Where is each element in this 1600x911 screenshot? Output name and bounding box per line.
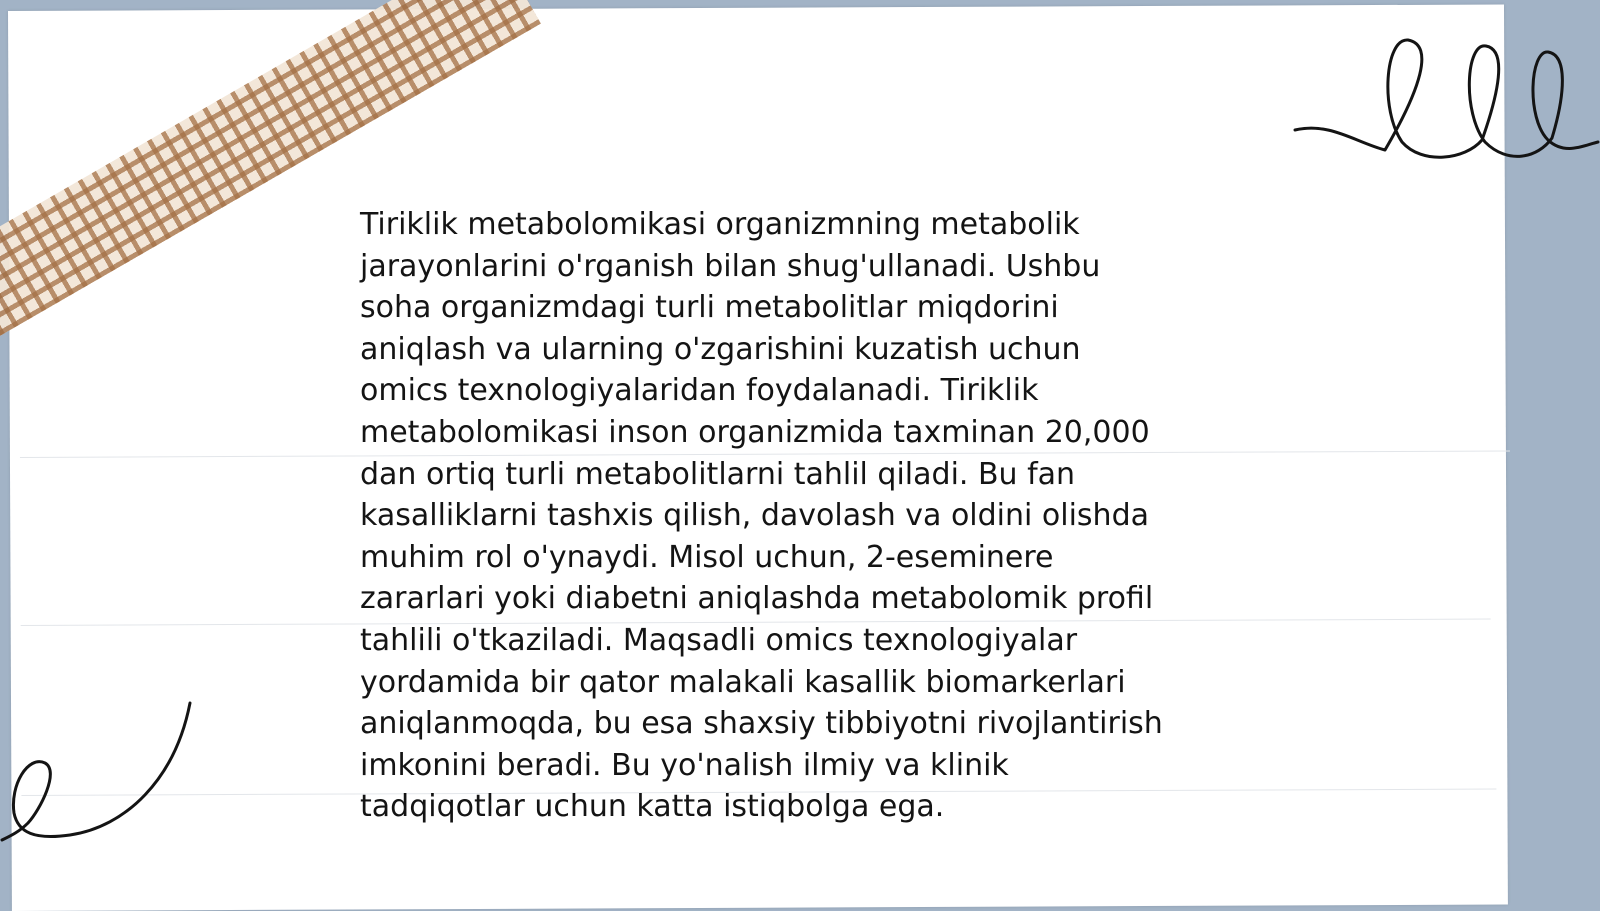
slide-paragraph: Tiriklik metabolomikasi organizmning metabolik jarayonlarini o'rganish bilan shug'ullanadi. Ushbu soha organizmdagi turli metabolitlar miqdorini aniqlash va ularning o'zgarishini kuzatish uchun omics texnologiyalaridan foydalanadi. Tiriklik metabolomikasi inson organizmida taxminan 20,000 dan ortiq turli metabolitlarni tahlil qiladi. Bu fan kasalliklarni tashxis qilish, davolash va oldini olishda muhim rol o'ynaydi. Misol uchun, 2-eseminere zararlari yoki diabetni aniqlashda metabolomik profil tahlili o'tkaziladi. Maqsadli omics texnologiyalar yordamida bir qator malakali kasallik biomarkerlari aniqlanmoqda, bu esa shaxsiy tibbiyotni rivojlantirish imkonini beradi. Bu yo'nalish ilmiy va klinik tadqiqotlar uchun katta istiqbolga ega. [360, 207, 1163, 825]
swoosh-squiggle-decoration [0, 695, 200, 845]
loop-squiggle-decoration [1290, 30, 1600, 170]
